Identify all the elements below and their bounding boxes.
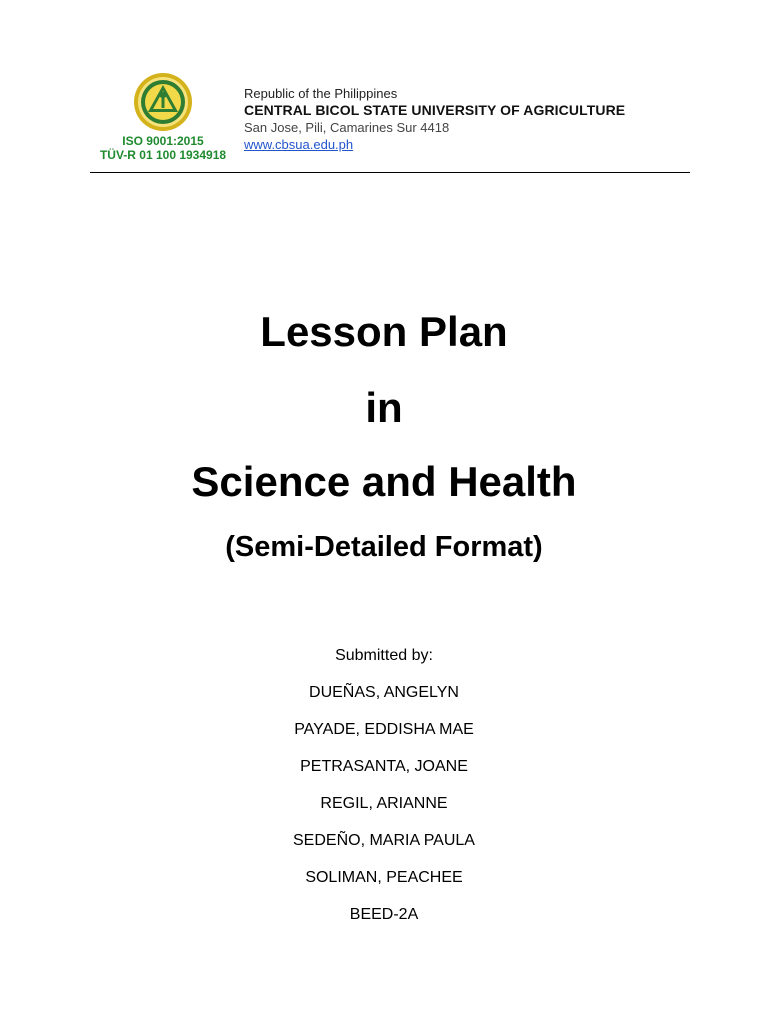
republic-line: Republic of the Philippines [244, 86, 398, 101]
title-line-2: in [365, 384, 403, 431]
submitter-name: DUEÑAS, ANGELYN [309, 684, 459, 701]
submitter-name: REGIL, ARIANNE [320, 795, 448, 812]
section-label: BEED-2A [349, 906, 419, 923]
submitter-name: SEDEÑO, MARIA PAULA [293, 832, 475, 849]
header-divider [90, 172, 690, 173]
website-link[interactable]: www.cbsua.edu.ph [244, 137, 354, 152]
submitter-list [0, 683, 768, 942]
iso-certificate: TÜV-R 01 100 1934918 [99, 148, 227, 162]
university-name: CENTRAL BICOL STATE UNIVERSITY OF AGRICULTURE [244, 102, 626, 118]
title-subtitle: (Semi-Detailed Format) [225, 531, 543, 563]
submitter-name: SOLIMAN, PEACHEE [305, 869, 463, 886]
university-seal-icon [133, 72, 193, 132]
university-address: San Jose, Pili, Camarines Sur 4418 [244, 120, 450, 135]
submitted-by-label: Submitted by: [335, 647, 433, 664]
iso-standard: ISO 9001:2015 [122, 134, 204, 148]
submitter-name: PETRASANTA, JOANE [300, 758, 468, 775]
institution-info [244, 85, 694, 153]
title-line-1: Lesson Plan [260, 308, 508, 355]
title-line-3: Science and Health [191, 458, 577, 505]
submitter-name: PAYADE, EDDISHA MAE [294, 721, 474, 738]
letterhead [90, 66, 690, 176]
